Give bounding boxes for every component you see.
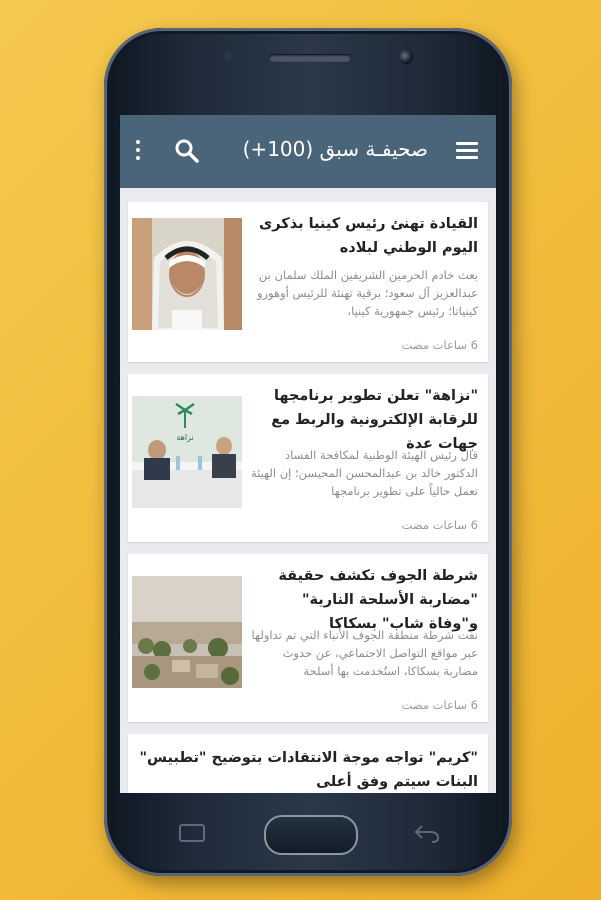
app-screen (120, 115, 496, 793)
news-card[interactable] (128, 554, 488, 722)
phone-frame (104, 28, 512, 876)
overflow-menu-icon[interactable] (134, 139, 142, 163)
news-thumbnail (132, 576, 242, 688)
front-camera (399, 50, 413, 64)
recent-apps-icon[interactable] (179, 824, 205, 842)
news-card[interactable] (128, 202, 488, 362)
earpiece-speaker (269, 54, 351, 62)
news-summary: نفت شرطة منطقة الجوف الأنباء التي تم تداولها عبر مواقع التواصل الاجتماعي، عن حدوث مضاربة بسكاكا، استُخدمت بها أسلحة (251, 628, 478, 678)
hamburger-menu-icon[interactable] (456, 142, 478, 160)
news-card[interactable] (128, 374, 488, 542)
news-headline: القيادة تهنئ رئيس كينيا بذكرى اليوم الوطني لبلاده (258, 216, 478, 256)
proximity-sensor (224, 52, 233, 61)
news-card[interactable] (128, 734, 488, 793)
news-headline: "كريم" تواجه موجة الانتقادات بتوضيح "تطبيس" البنات سيتم وفق أعلى (139, 750, 478, 790)
app-toolbar (120, 115, 496, 188)
news-timestamp: 6 ساعات مضت (401, 338, 478, 352)
back-icon[interactable] (414, 822, 440, 844)
news-summary: قال رئيس الهيئة الوطنية لمكافحة الفساد الدكتور خالد بن عبدالمحسن المحيسن؛ إن الهيئة تعمل حالياً على تطوير برنامجها (250, 448, 478, 498)
thumbnail-logo-text: نزاهة (176, 433, 194, 442)
news-thumbnail (132, 396, 242, 508)
news-timestamp: 6 ساعات مضت (401, 518, 478, 532)
home-button[interactable] (264, 815, 358, 855)
search-icon[interactable] (174, 138, 200, 164)
news-timestamp: 6 ساعات مضت (401, 698, 478, 712)
app-title: صحيفـة سبق (100+) (242, 137, 428, 161)
news-headline: "نزاهة" تعلن تطوير برنامجها للرقابة الإلكترونية والربط مع جهات عدة (271, 388, 478, 452)
news-summary: بعث خادم الحرمين الشريفين الملك سلمان بن عبدالعزيز آل سعود؛ برقية تهنئة للرئيس أوهورو كينياتا؛ رئيس جمهورية كينيا، (256, 268, 478, 318)
news-headline: شرطة الجوف تكشف حقيقة "مضاربة الأسلحة النارية" و"وفاة شاب" بسكاكا (278, 568, 478, 632)
news-thumbnail (132, 218, 242, 330)
